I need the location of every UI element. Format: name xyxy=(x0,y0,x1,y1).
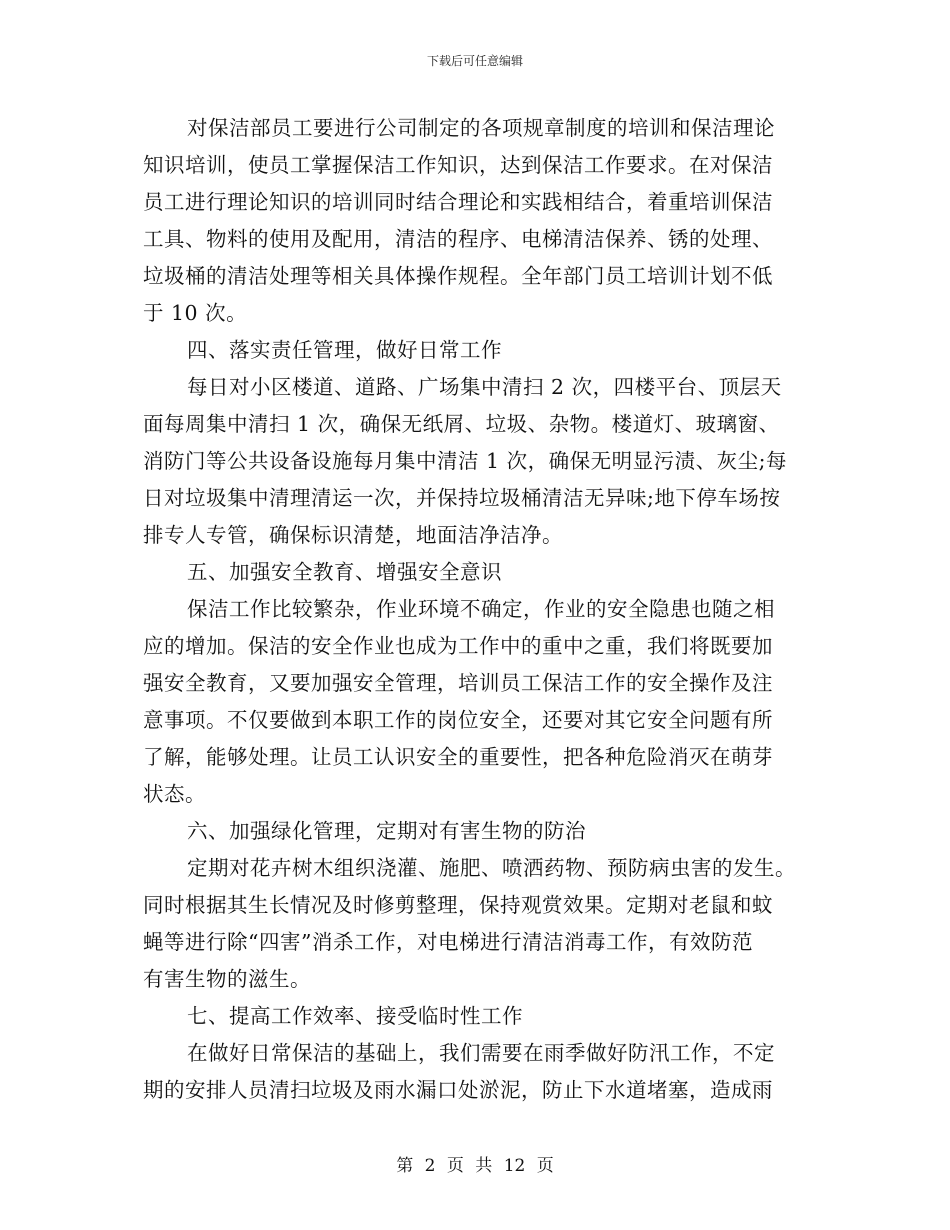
paragraph-line: 有害生物的滋生。 xyxy=(143,967,311,991)
section-heading: 七、提高工作效率、接受临时性工作 xyxy=(187,1004,523,1028)
paragraph-line: 应的增加。保洁的安全作业也成为工作中的重中之重，我们将既要加 xyxy=(143,634,773,658)
paragraph-line: 同时根据其生长情况及时修剪整理，保持观赏效果。定期对老鼠和蚊 xyxy=(143,893,773,917)
paragraph-line: 了解，能够处理。让员工认识安全的重要性，把各种危险消灭在萌芽 xyxy=(143,745,773,769)
page-header: 下载后可任意编辑 xyxy=(426,54,523,68)
section-heading: 六、加强绿化管理，定期对有害生物的防治 xyxy=(187,819,586,843)
paragraph-line: 定期对花卉树木组织浇灌、施肥、喷洒药物、预防病虫害的发生。 xyxy=(187,856,796,880)
paragraph-line: 日对垃圾集中清理清运一次，并保持垃圾桶清洁无异味;地下停车场按 xyxy=(143,486,781,510)
paragraph-line: 面每周集中清扫 1 次，确保无纸屑、垃圾、杂物。楼道灯、玻璃窗、 xyxy=(143,412,780,436)
paragraph-line: 蝇等进行除“四害”消杀工作，对电梯进行清洁消毒工作，有效防范 xyxy=(143,930,753,954)
paragraph-line: 排专人专管，确保标识清楚，地面洁净洁净。 xyxy=(143,523,563,547)
paragraph-line: 期的安排人员清扫垃圾及雨水漏口处淤泥，防止下水道堵塞，造成雨 xyxy=(143,1078,773,1102)
paragraph-line: 员工进行理论知识的培训同时结合理论和实践相结合，着重培训保洁 xyxy=(143,190,773,214)
paragraph-line: 知识培训，使员工掌握保洁工作知识，达到保洁工作要求。在对保洁 xyxy=(143,153,773,177)
paragraph-line: 意事项。不仅要做到本职工作的岗位安全，还要对其它安全问题有所 xyxy=(143,708,773,732)
paragraph-line: 消防门等公共设备设施每月集中清洁 1 次，确保无明显污渍、灰尘;每 xyxy=(143,449,787,473)
paragraph-line: 每日对小区楼道、道路、广场集中清扫 2 次，四楼平台、顶层天 xyxy=(187,375,782,399)
paragraph-line: 在做好日常保洁的基础上，我们需要在雨季做好防汛工作，不定 xyxy=(187,1041,775,1065)
paragraph-line: 保洁工作比较繁杂，作业环境不确定，作业的安全隐患也随之相 xyxy=(187,597,775,621)
paragraph-line: 状态。 xyxy=(143,782,206,806)
paragraph-line: 工具、物料的使用及配用，清洁的程序、电梯清洁保养、锈的处理、 xyxy=(143,227,773,251)
page-number: 第 2 页 共 12 页 xyxy=(396,1156,554,1176)
section-heading: 五、加强安全教育、增强安全意识 xyxy=(187,560,502,584)
paragraph-line: 强安全教育，又要加强安全管理，培训员工保洁工作的安全操作及注 xyxy=(143,671,773,695)
paragraph-line: 对保洁部员工要进行公司制定的各项规章制度的培训和保洁理论 xyxy=(187,116,775,140)
paragraph-line: 于 10 次。 xyxy=(143,301,248,325)
paragraph-line: 垃圾桶的清洁处理等相关具体操作规程。全年部门员工培训计划不低 xyxy=(143,264,773,288)
section-heading: 四、落实责任管理，做好日常工作 xyxy=(187,338,502,362)
